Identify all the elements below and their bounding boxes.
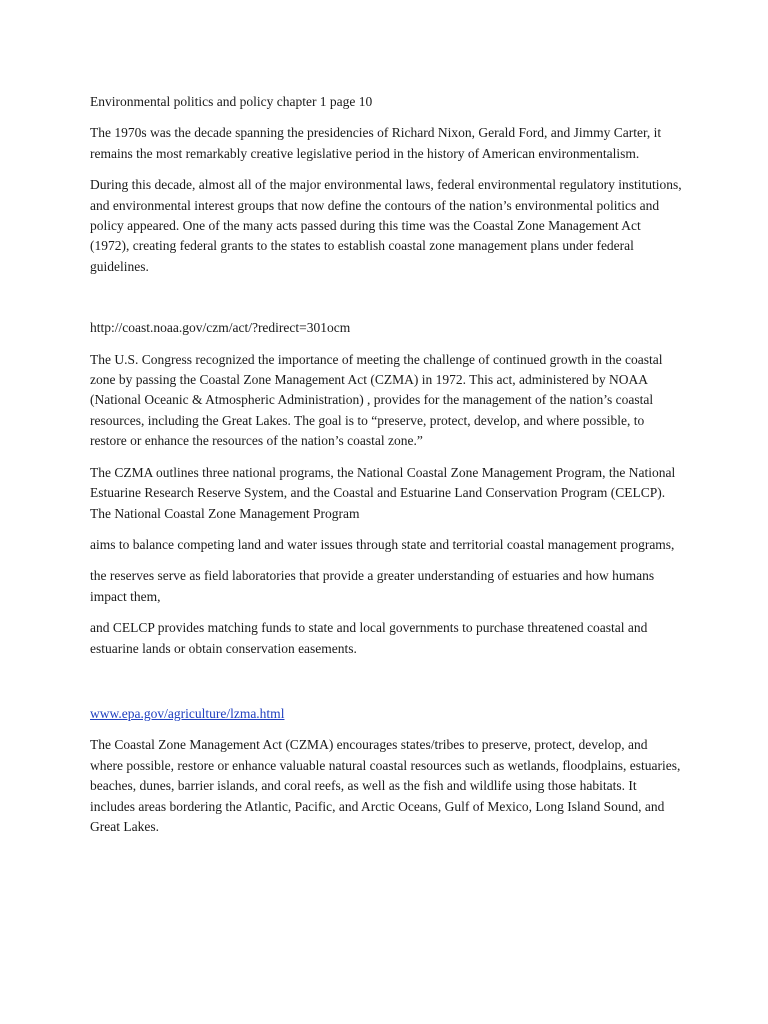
epa-link[interactable]: www.epa.gov/agriculture/lzma.html (90, 705, 285, 721)
paragraph-celcp: and CELCP provides matching funds to state and local governments to purchase threatened coastal and estuarine lands or obtain conservation easements. (90, 620, 648, 656)
paragraph-czma-encourages: The Coastal Zone Management Act (CZMA) encourages states/tribes to preserve, protect, develop, and where possible, restore or enhance valuable natural coastal resources such as wetlands, floodplains, estuaries, beaches, dunes, barrier islands, and coral reefs, as well as the fish and wildlife using those habitats. It includes areas bordering the Atlantic, Pacific, and Arctic Oceans, Gulf of Mexico, Long Island Sound, and Great Lakes. (90, 737, 681, 834)
paragraph-congress-czma: The U.S. Congress recognized the importance of meeting the challenge of continued growth in the coastal zone by passing the Coastal Zone Management Act (CZMA) in 1972. This act, administered by NOAA (National Oceanic & Atmospheric Administration) , provides for the management of the nation’s coastal resources, including the Great Lakes. The goal is to “preserve, protect, develop, and where possible, to restore or enhance the resources of the nation’s coastal zone.” (90, 351, 663, 449)
document-heading: Environmental politics and policy chapter 1 page 10 (90, 94, 373, 109)
document-page (90, 92, 682, 848)
noaa-url-text: http://coast.noaa.gov/czm/act/?redirect=301ocm (90, 320, 351, 336)
paragraph-reserves: the reserves serve as field laboratories that provide a greater understanding of estuaries and how humans impact them, (90, 568, 655, 604)
blank-line (90, 670, 682, 704)
blank-line (90, 288, 682, 318)
paragraph-balance-land-water: aims to balance competing land and water issues through state and territorial coastal management programs, (90, 536, 675, 552)
paragraph-three-programs: The CZMA outlines three national programs, the National Coastal Zone Management Program, the National Estuarine Research Reserve System, and the Coastal and Estuarine Land Conservation Program (CELCP). The National Coastal Zone Management Program (90, 464, 676, 521)
paragraph-1970s: The 1970s was the decade spanning the presidencies of Richard Nixon, Gerald Ford, and Jimmy Carter, it remains the most remarkably creative legislative period in the history of American environmentalism. (90, 125, 662, 161)
paragraph-decade-laws: During this decade, almost all of the major environmental laws, federal environmental regulatory institutions, and environmental interest groups that now define the contours of the nation’s environmental politics and policy appeared. One of the many acts passed during this time was the Coastal Zone Management Act (1972), creating federal grants to the states to establish coastal zone management plans under federal guidelines. (90, 177, 682, 274)
